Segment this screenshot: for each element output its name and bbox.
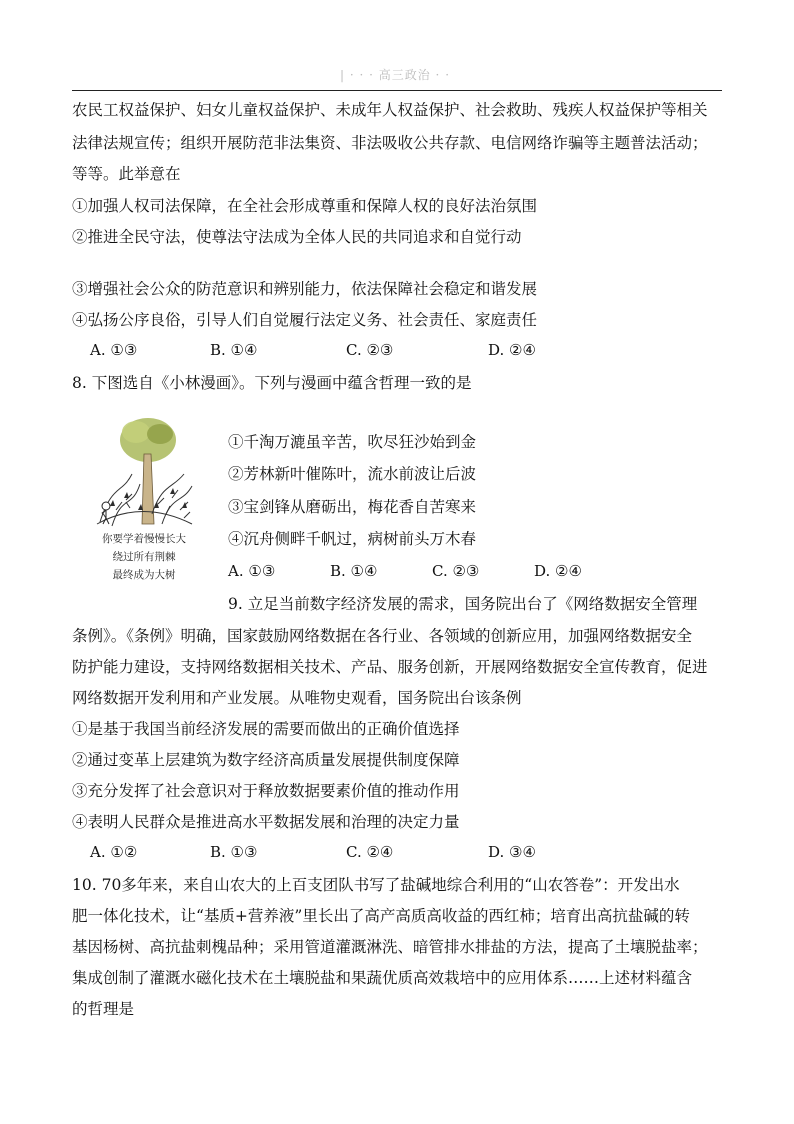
q7-item: ①加强人权司法保障，在全社会形成尊重和保障人权的良好法治氛围	[72, 197, 538, 215]
q7-option-a: A. ①③	[90, 341, 138, 359]
q8-stem: 8. 下图选自《小林漫画》。下列与漫画中蕴含哲理一致的是	[72, 374, 472, 392]
q10-stem-line: 10. 70多年来，来自山农大的上百支团队书写了盐碱地综合利用的“山农答卷”：开发出水	[72, 876, 680, 894]
tree-thorns-icon	[92, 414, 198, 589]
q7-option-c: C. ②③	[346, 341, 394, 359]
q8-item: ②芳林新叶催陈叶，流水前波让后波	[228, 465, 477, 483]
q7-stem-line: 农民工权益保护、妇女儿童权益保护、未成年人权益保护、社会救助、残疾人权益保护等相关	[72, 101, 708, 119]
q9-option-c: C. ②④	[346, 843, 394, 861]
q8-item: ③宝剑锋从磨砺出，梅花香自苦寒来	[228, 498, 477, 516]
q10-stem-line: 的哲理是	[72, 1000, 135, 1018]
q7-stem-line: 等等。此举意在	[72, 165, 181, 183]
q9-item: ①是基于我国当前经济发展的需要而做出的正确价值选择	[72, 720, 460, 738]
cartoon-caption-line: 你要学着慢慢长大	[102, 533, 186, 545]
q9-option-a: A. ①②	[90, 843, 138, 861]
q9-item: ②通过变革上层建筑为数字经济高质量发展提供制度保障	[72, 751, 460, 769]
q8-option-c: C. ②③	[432, 562, 480, 580]
q7-option-d: D. ②④	[488, 341, 536, 359]
q10-stem-line: 集成创制了灌溉水磁化技术在土壤脱盐和果蔬优质高效栽培中的应用体系……上述材料蕴含	[72, 969, 693, 987]
q9-stem-line: 条例》。《条例》明确，国家鼓励网络数据在各行业、各领域的创新应用，加强网络数据安全	[72, 627, 693, 645]
q9-option-d: D. ③④	[488, 843, 536, 861]
q7-option-b: B. ①④	[210, 341, 258, 359]
header-text: | · · · 高三政治 · ·	[340, 68, 451, 82]
q9-item: ④表明人民群众是推进高水平数据发展和治理的决定力量	[72, 813, 460, 831]
header-rule	[72, 90, 722, 91]
q9-stem-line: 防护能力建设，支持网络数据相关技术、产品、服务创新，开展网络数据安全宣传教育，促进	[72, 658, 708, 676]
q9-stem-line: 9. 立足当前数字经济发展的需求，国务院出台了《网络数据安全管理	[228, 595, 698, 613]
q10-stem-line: 肥一体化技术，让“基质+营养液”里长出了高产高质高收益的西红柿；培育出高抗盐碱的转	[72, 907, 690, 925]
q7-stem-line: 法律法规宣传；组织开展防范非法集资、非法吸收公共存款、电信网络诈骗等主题普法活动；	[72, 134, 708, 152]
q8-item: ④沉舟侧畔千帆过，病树前头万木春	[228, 530, 477, 548]
q10-stem-line: 基因杨树、高抗盐刺槐品种；采用管道灌溉淋洗、暗管排水排盐的方法，提高了土壤脱盐率；	[72, 938, 708, 956]
cartoon-caption-line: 绕过所有荆棘	[112, 551, 176, 563]
q9-item: ③充分发挥了社会意识对于释放数据要素价值的推动作用	[72, 782, 460, 800]
cartoon-illustration	[92, 414, 198, 589]
q9-option-b: B. ①③	[210, 843, 258, 861]
cartoon-caption-line: 最终成为大树	[112, 569, 176, 581]
q8-item: ①千淘万漉虽辛苦，吹尽狂沙始到金	[228, 433, 477, 451]
q9-stem-line: 网络数据开发利用和产业发展。从唯物史观看，国务院出台该条例	[72, 689, 522, 707]
q8-option-b: B. ①④	[330, 562, 378, 580]
q7-item: ③增强社会公众的防范意识和辨别能力，依法保障社会稳定和谐发展	[72, 280, 538, 298]
q7-item: ②推进全民守法，使尊法守法成为全体人民的共同追求和自觉行动	[72, 228, 522, 246]
q7-item: ④弘扬公序良俗，引导人们自觉履行法定义务、社会责任、家庭责任	[72, 311, 538, 329]
q8-option-a: A. ①③	[228, 562, 276, 580]
q8-option-d: D. ②④	[534, 562, 582, 580]
